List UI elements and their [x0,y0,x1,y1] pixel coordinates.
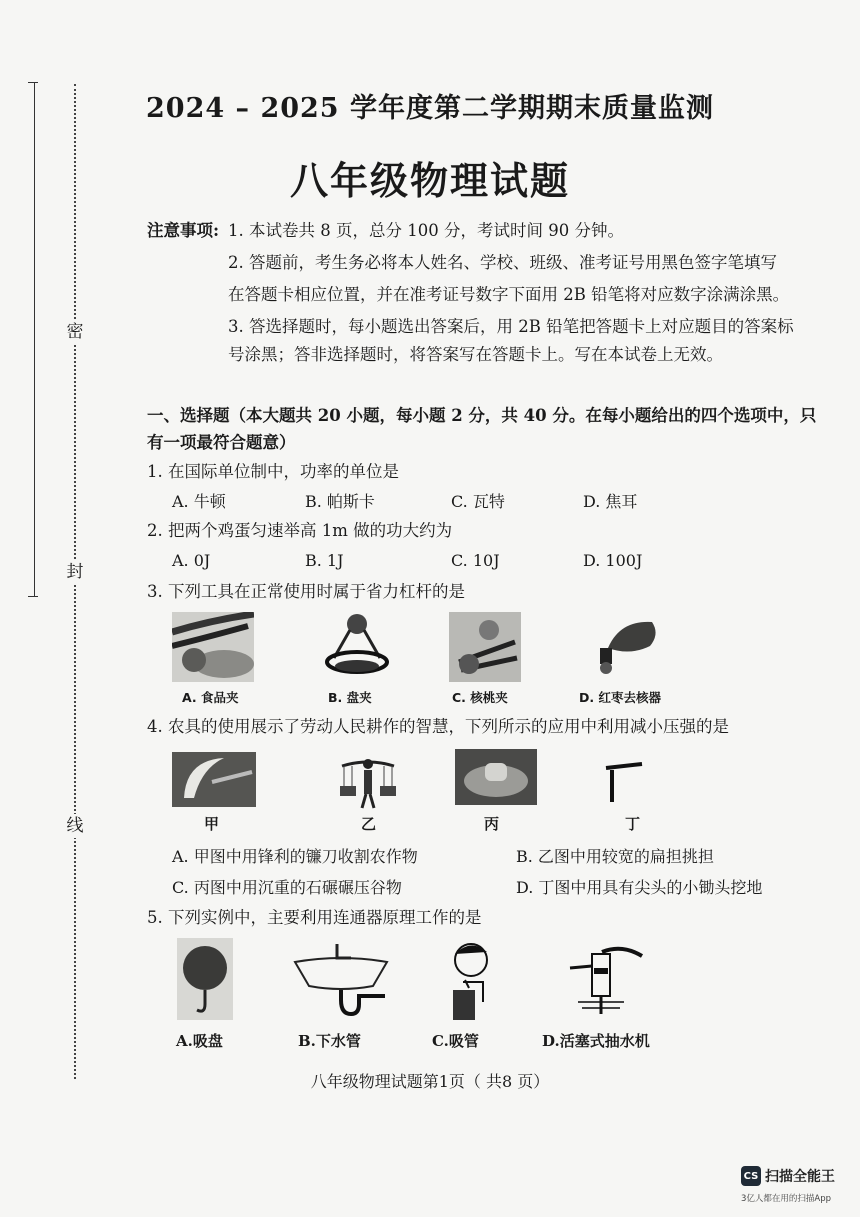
binding-tick [28,596,38,597]
drain-pipe-image [293,940,389,1024]
figure-caption: A.吸盘 [176,1032,223,1050]
notice-line: 号涂黑；答非选择题时，将答案写在答题卡上。写在本试卷上无效。 [228,345,723,364]
section-heading: 一、选择题（本大题共 20 小题，每小题 2 分，共 40 分。在每小题给出的四个选项中，只 [147,406,817,425]
question-stem: 4. 农具的使用展示了劳动人民耕作的智慧，下列所示的应用中利用减小压强的是 [147,717,729,736]
question-stem: 3. 下列工具在正常使用时属于省力杠杆的是 [147,582,465,601]
figure-caption: B.下水管 [298,1032,361,1050]
sickle-image [172,752,256,807]
figure-caption: B. 盘夹 [328,690,372,705]
option: D. 丁图中用具有尖头的小锄头挖地 [516,878,763,897]
option: B. 乙图中用较宽的扁担挑担 [516,847,714,866]
option: D. 100J [583,551,643,570]
stone-roller-image [455,749,537,805]
exam-subject: 八年级物理试题 [289,158,570,203]
option: C. 丙图中用沉重的石碾碾压谷物 [172,878,402,897]
brand-tagline: 3亿人都在用的扫描App [741,1194,832,1204]
option: A. 0J [172,551,211,570]
notice-line: 3. 答选择题时，每小题选出答案后，用 2B 铅笔把答题卡上对应题目的答案标 [228,317,794,336]
question-stem: 5. 下列实例中，主要利用连通器原理工作的是 [147,908,482,927]
figure-caption: 甲 [204,815,220,833]
binding-tick [28,82,38,83]
carrying-pole-image [340,752,396,810]
figure-caption: D.活塞式抽水机 [542,1032,650,1050]
page-footer: 八年级物理试题第1页（ 共8 页） [310,1072,550,1091]
camscanner-logo: CS [741,1166,761,1186]
notice-line: 2. 答题前，考生务必将本人姓名、学校、班级、准考证号用黑色签字笔填写 [228,253,777,272]
seal-char-feng: 封 [63,560,87,584]
exam-title: 2024 – 2025 学年度第二学期期末质量监测 [146,93,714,124]
seal-char-xian: 线 [63,814,87,838]
seal-char-mi: 密 [63,320,87,344]
brand-name: 扫描全能王 [765,1169,835,1185]
option: C. 10J [451,551,500,570]
figure-caption: C. 核桃夹 [452,690,508,705]
figure-caption: 丙 [484,815,500,833]
question-stem: 2. 把两个鸡蛋匀速举高 1m 做的功大约为 [147,521,453,540]
notice-label: 注意事项: [147,221,220,240]
option: B. 帕斯卡 [305,492,375,511]
piston-pump-image [562,946,646,1016]
figure-caption: D. 红枣去核器 [579,690,661,705]
figure-caption: 丁 [625,815,641,833]
figure-caption: A. 食品夹 [182,690,239,705]
option: A. 牛顿 [172,492,226,511]
option: A. 甲图中用锋利的镰刀收割农作物 [172,847,418,866]
scanner-watermark [741,1166,835,1186]
figure-caption: C.吸管 [432,1032,479,1050]
plate-clamp-image [322,612,392,680]
option: D. 焦耳 [583,492,638,511]
figure-caption: 乙 [361,815,377,833]
food-tongs-image [172,612,254,682]
notice-line: 在答题卡相应位置，并在准考证号数字下面用 2B 铅笔将对应数字涂满涂黑。 [228,285,790,304]
question-stem: 1. 在国际单位制中，功率的单位是 [147,462,399,481]
jujube-pitter-image [590,614,662,678]
option: C. 瓦特 [451,492,505,511]
section-heading: 有一项最符合题意） [147,433,296,452]
straw-image [443,938,495,1022]
notice-line: 1. 本试卷共 8 页，总分 100 分，考试时间 90 分钟。 [228,221,624,240]
option: B. 1J [305,551,344,570]
hoe-image [604,762,644,804]
nutcracker-image [449,612,521,682]
suction-cup-image [177,938,233,1020]
